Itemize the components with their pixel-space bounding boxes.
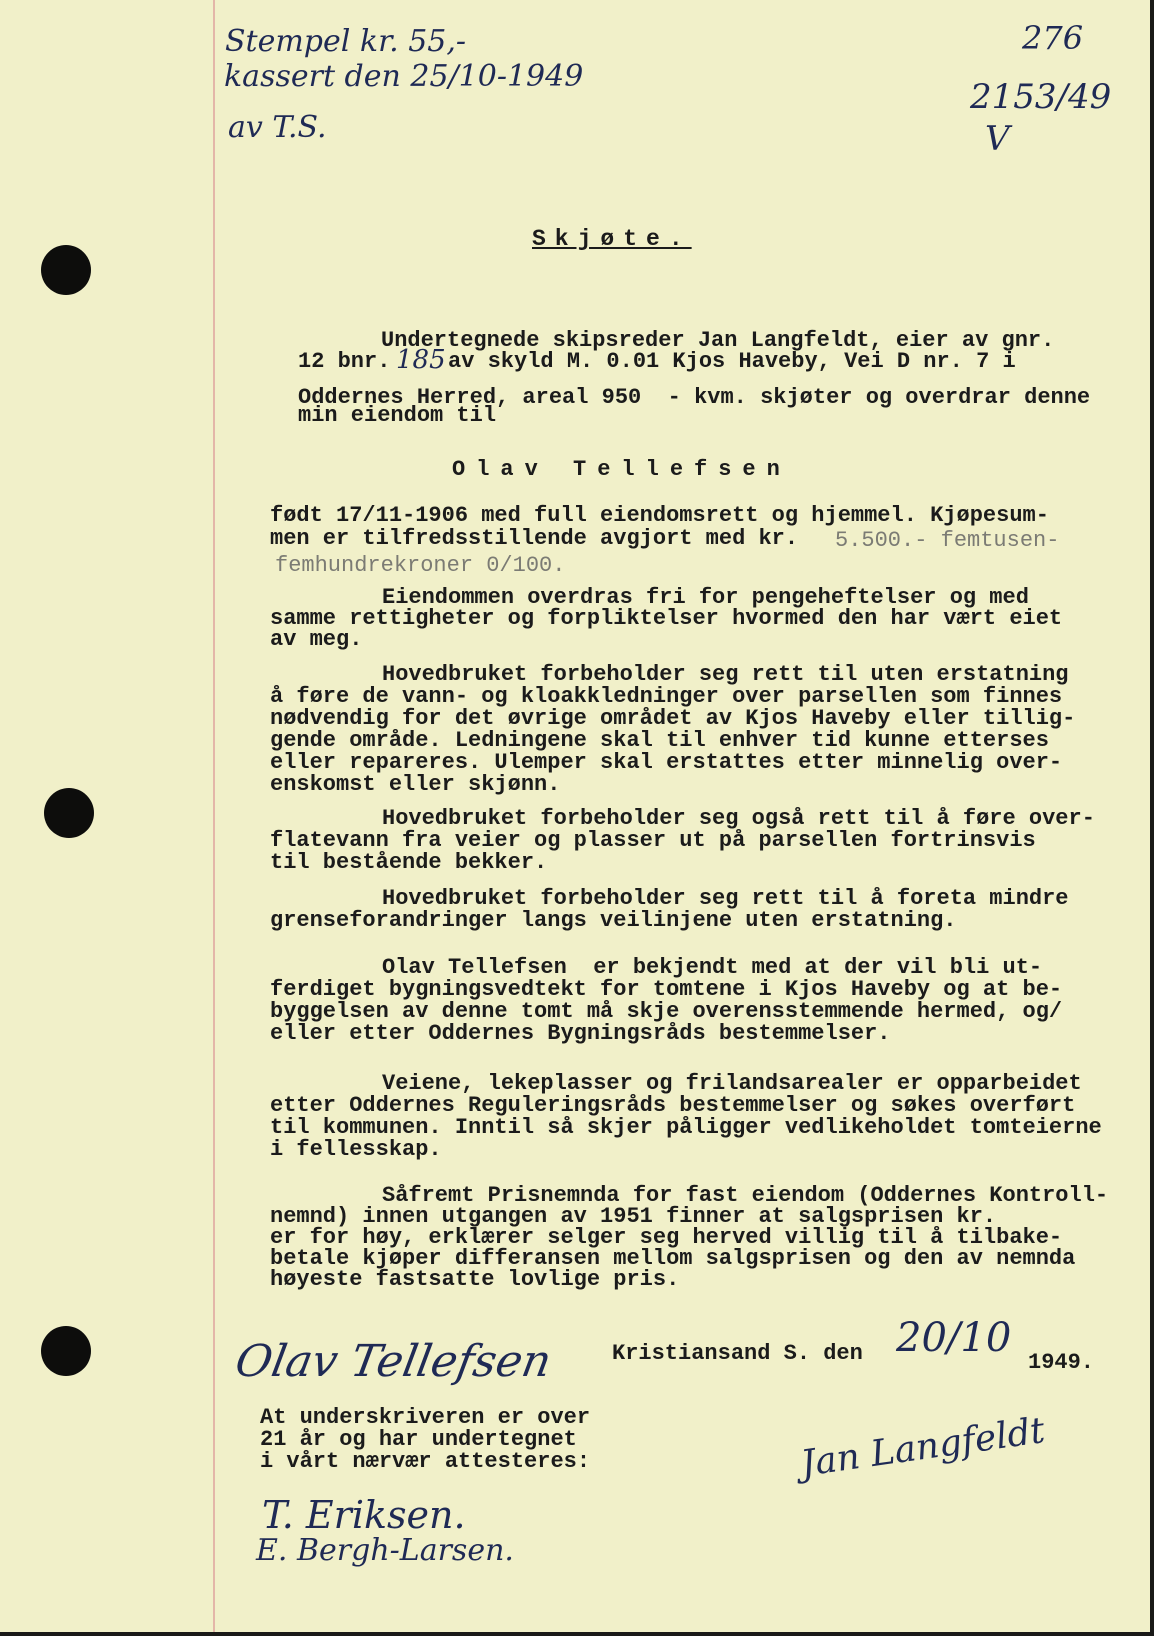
- paragraph-line: byggelsen av denne tomt må skje overensstemmende hermed, og/: [270, 999, 1063, 1024]
- attestation-line: At underskriveren er over: [260, 1405, 591, 1430]
- paragraph-line: betale kjøper differansen mellom salgsprisen og den av nemnda: [270, 1246, 1076, 1271]
- year-text: 1949.: [1028, 1350, 1095, 1375]
- paragraph-line: til bestående bekker.: [270, 850, 548, 875]
- punch-hole: [41, 245, 91, 295]
- intro-line: Undertegnede skipsreder Jan Langfeldt, eier av gnr.: [381, 328, 1055, 353]
- paragraph-line: Hovedbruket forbeholder seg rett til uten erstatning: [382, 662, 1069, 687]
- paragraph-line: Hovedbruket forbeholder seg også rett til å føre over-: [382, 806, 1095, 831]
- paragraph-line: etter Oddernes Reguleringsråds bestemmelser og søkes overført: [270, 1093, 1076, 1118]
- paragraph-line: Såfremt Prisnemnda for fast eiendom (Oddernes Kontroll-: [382, 1183, 1109, 1208]
- paragraph-line: å føre de vann- og kloakkledninger over parsellen som finnes: [270, 684, 1063, 709]
- register-number: 2153/49: [970, 77, 1112, 117]
- buyer-name: Olav Tellefsen: [452, 457, 791, 482]
- paragraph-line: eller etter Oddernes Bygningsråds bestemmelser.: [270, 1021, 891, 1046]
- attestation-line: i vårt nærvær attesteres:: [260, 1449, 591, 1474]
- witness-signature: T. Eriksen.: [262, 1493, 466, 1537]
- intro-line: av skyld M. 0.01 Kjos Haveby, Vei D nr. 7 i: [448, 349, 1016, 374]
- paragraph-line: grenseforandringer langs veilinjene uten erstatning.: [270, 908, 957, 933]
- paragraph-line: flatevann fra veier og plasser ut på parsellen fortrinsvis: [270, 828, 1036, 853]
- paragraph-line: i fellesskap.: [270, 1137, 442, 1162]
- paragraph-line: Hovedbruket forbeholder seg rett til å foreta mindre: [382, 886, 1069, 911]
- purchase-amount: 5.500.- femtusen-: [835, 528, 1060, 553]
- buyer-signature: Olav Tellefsen: [231, 1336, 556, 1387]
- stamp-note-line-2: kassert den 25/10-1949: [224, 59, 584, 94]
- paragraph-line: Eiendommen overdras fri for pengeheftelser og med: [382, 585, 1029, 610]
- stamp-note-line-1: Stempel kr. 55,-: [225, 24, 467, 59]
- seller-signature: Jan Langfeldt: [798, 1410, 1048, 1485]
- paragraph-line: samme rettigheter og forpliktelser hvormed den har vært eiet: [270, 606, 1063, 631]
- document-title: Skjøte.: [532, 226, 692, 252]
- paragraph-line: nødvendig for det øvrige området av Kjos Haveby eller tillig-: [270, 706, 1076, 731]
- handwritten-bnr: 185: [396, 345, 446, 375]
- place-date-text: Kristiansand S. den: [612, 1341, 863, 1366]
- paragraph-line: Veiene, lekeplasser og frilandsarealer er opparbeidet: [382, 1071, 1082, 1096]
- paragraph-line: gende område. Ledningene skal til enhver tid kunne etterses: [270, 728, 1049, 753]
- paragraph-line: er for høy, erklærer selger seg herved villig til å tilbake-: [270, 1225, 1063, 1250]
- punch-hole: [44, 788, 94, 838]
- paragraph-line: eller repareres. Ulemper skal erstattes etter minnelig over-: [270, 750, 1063, 775]
- handwritten-date: 20/10: [896, 1315, 1012, 1361]
- paragraph-line: høyeste fastsatte lovlige pris.: [270, 1267, 680, 1292]
- margin-rule: [213, 0, 215, 1632]
- paragraph-line: ferdiget bygningsvedtekt for tomtene i Kjos Haveby og at be-: [270, 977, 1063, 1002]
- intro-line: 12 bnr.: [298, 349, 391, 374]
- attestation-line: 21 år og har undertegnet: [260, 1427, 577, 1452]
- purchase-line: femhundrekroner 0/100.: [275, 553, 566, 578]
- paragraph-line: av meg.: [270, 627, 363, 652]
- paragraph-line: enskomst eller skjønn.: [270, 772, 561, 797]
- intro-line: min eiendom til: [298, 403, 497, 428]
- paragraph-line: Olav Tellefsen er bekjendt med at der vil bli ut-: [382, 955, 1043, 980]
- witness-signature: E. Bergh-Larsen.: [256, 1533, 514, 1568]
- paragraph-line: til kommunen. Inntil så skjer påligger vedlikeholdet tomteierne: [270, 1115, 1102, 1140]
- page-number: 276: [1022, 19, 1084, 57]
- intro-line: Oddernes Herred, areal 950 - kvm. skjøter og overdrar denne: [298, 385, 1091, 410]
- check-mark: V: [985, 119, 1010, 159]
- purchase-line: født 17/11-1906 med full eiendomsrett og hjemmel. Kjøpesum-: [270, 503, 1049, 528]
- punch-hole: [41, 1326, 91, 1376]
- purchase-line: men er tilfredsstillende avgjort med kr.: [270, 526, 799, 551]
- stamp-note-line-3: av T.S.: [228, 110, 327, 145]
- paragraph-line: nemnd) innen utgangen av 1951 finner at salgsprisen kr.: [270, 1204, 997, 1229]
